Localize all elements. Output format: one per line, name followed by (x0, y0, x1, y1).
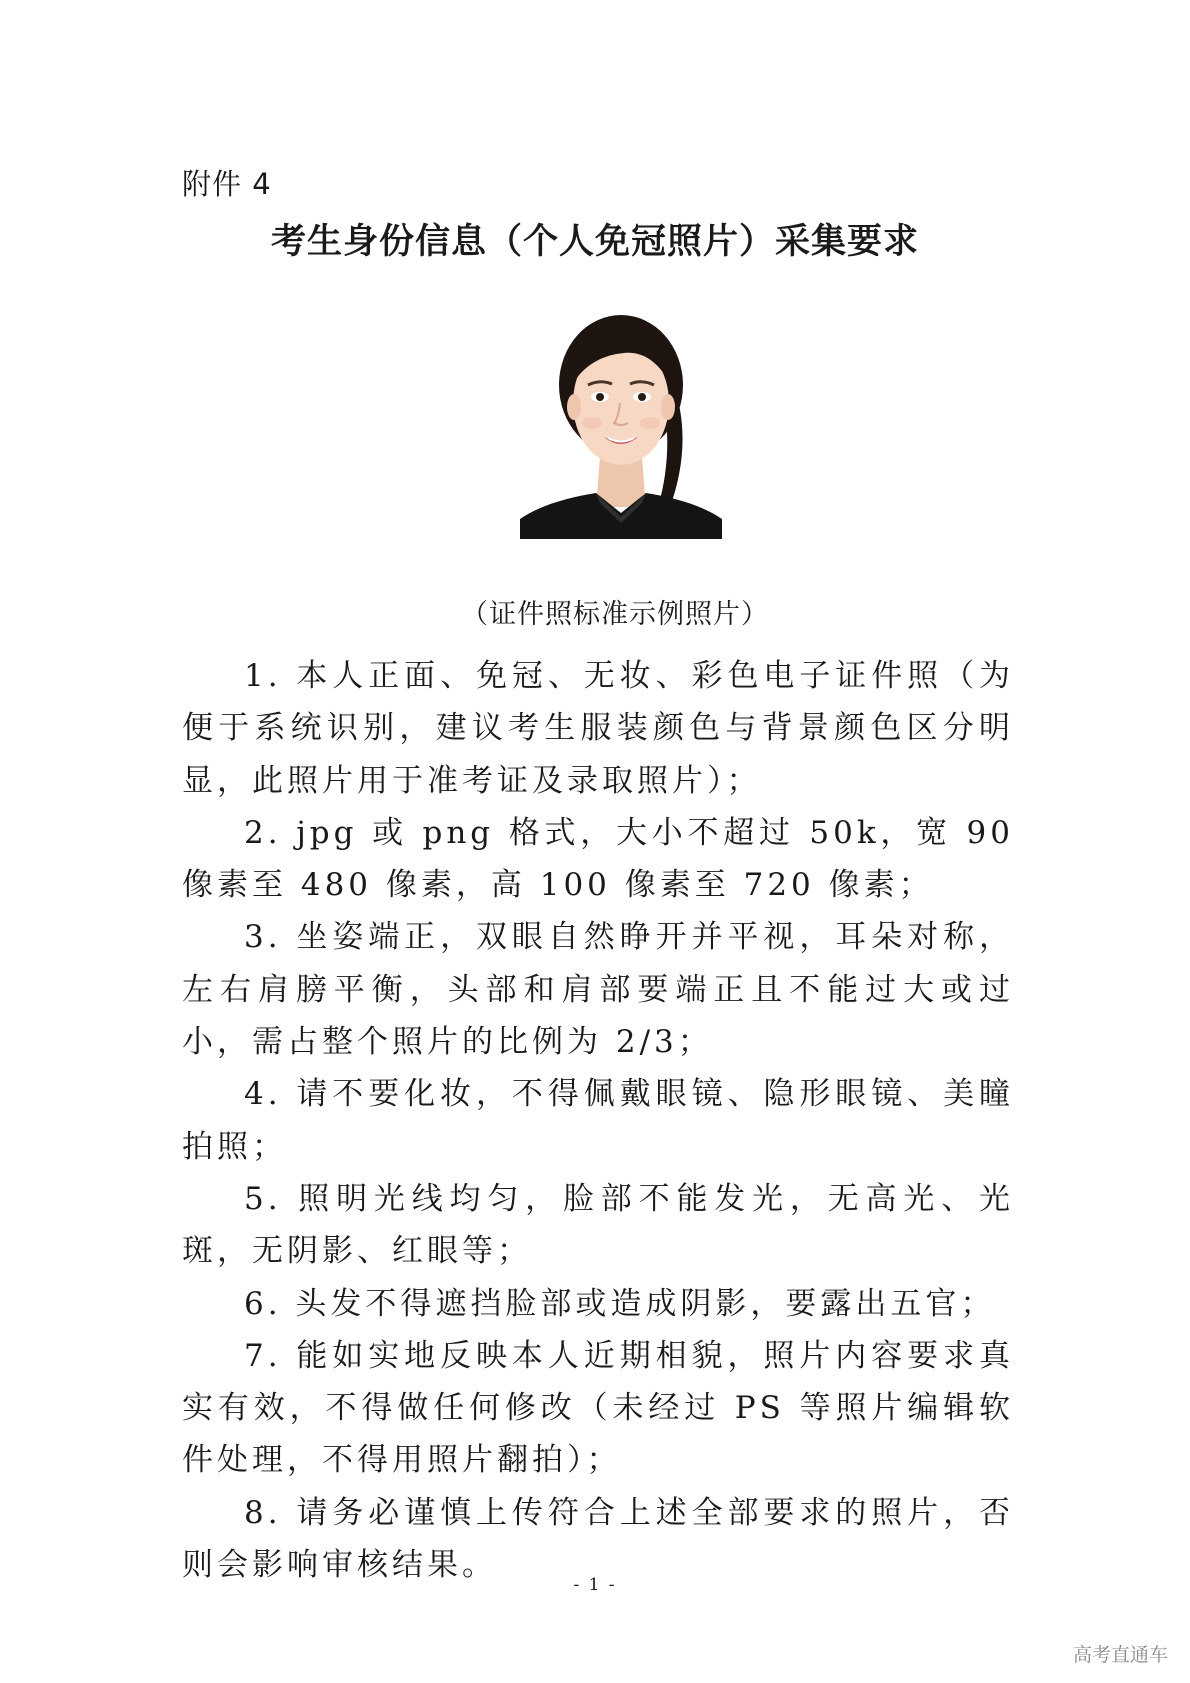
watermark: 高考直通车 (1072, 1644, 1168, 1666)
requirement-item: 6. 头发不得遮挡脸部或造成阴影，要露出五官； (244, 1285, 996, 1322)
requirement-item: 5. 照明光线均匀，脸部不能发光，无高光、光斑，无阴影、红眼等； (182, 1180, 1014, 1270)
document-title: 考生身份信息（个人免冠照片）采集要求 (270, 222, 919, 262)
attachment-label: 附件 4 (182, 167, 272, 201)
requirement-item: 4. 请不要化妆，不得佩戴眼镜、隐形眼镜、美瞳拍照； (182, 1076, 1014, 1165)
photo-caption: （证件照标准示例照片） (461, 599, 769, 630)
requirement-item: 8. 请务必谨慎上传符合上述全部要求的照片，否则会影响审核结果。 (182, 1494, 1014, 1584)
page-number: - 1 - (573, 1575, 617, 1595)
requirements-list (182, 650, 1014, 1591)
requirement-item: 3. 坐姿端正，双眼自然睁开并平视，耳朵对称，左右肩膀平衡，头部和肩部要端正且不能过大或过小，需占整个照片的比例为 2/3； (182, 919, 1014, 1061)
sample-id-photo (520, 307, 722, 539)
requirement-item: 1. 本人正面、免冠、无妆、彩色电子证件照（为便于系统识别，建议考生服装颜色与背景颜色区分明显，此照片用于准考证及录取照片）； (182, 658, 1014, 799)
requirement-item: 2. jpg 或 png 格式，大小不超过 50k，宽 90 像素至 480 像素，高 100 像素至 720 像素； (182, 814, 1014, 904)
requirement-item: 7. 能如实地反映本人近期相貌，照片内容要求真实有效，不得做任何修改（未经过 PS 等照片编辑软件处理，不得用照片翻拍）； (182, 1337, 1014, 1479)
